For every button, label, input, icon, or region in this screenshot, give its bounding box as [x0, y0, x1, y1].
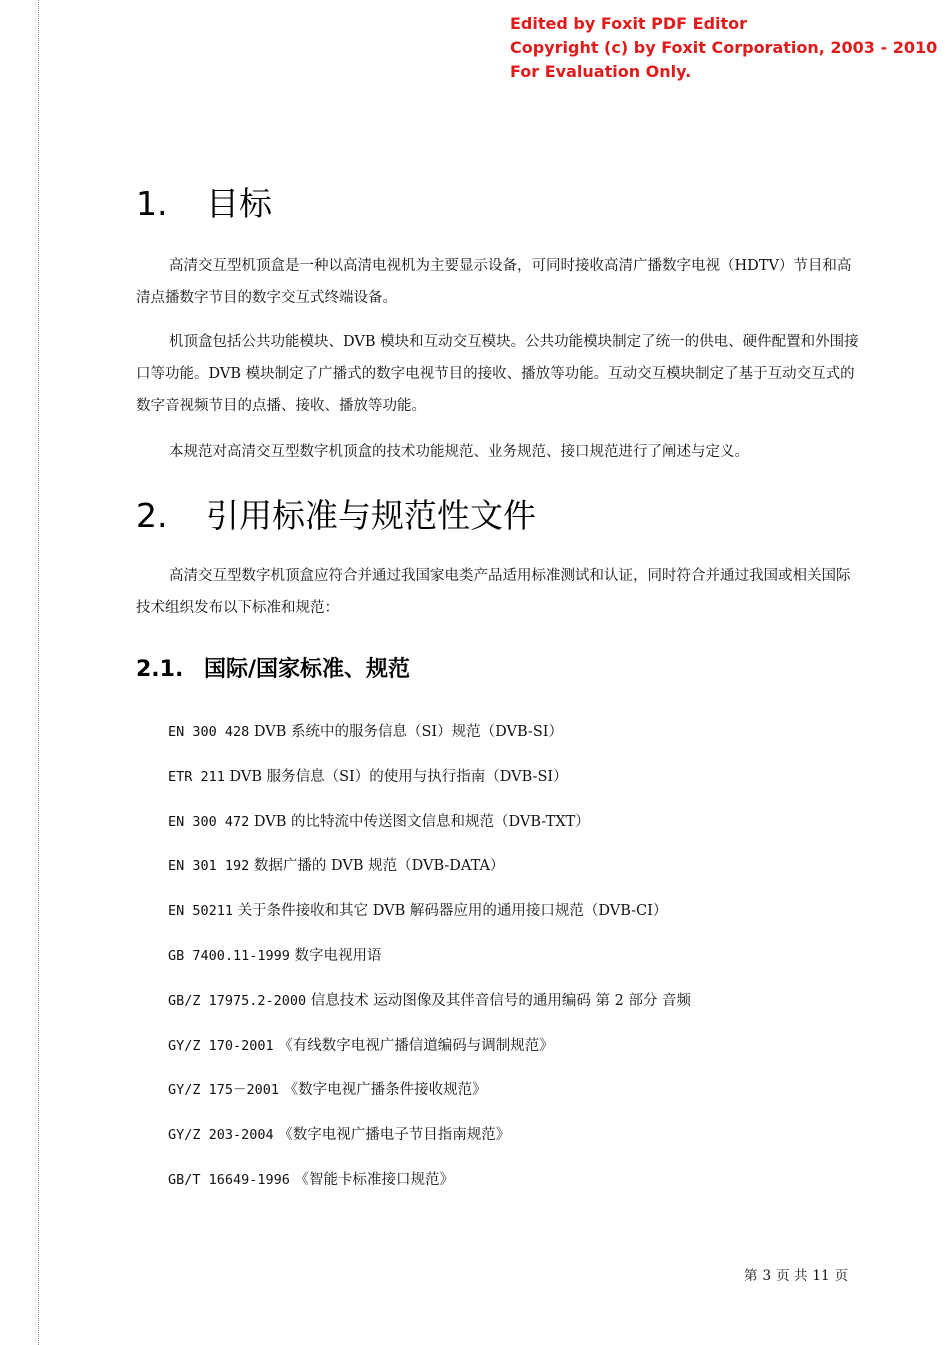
reference-item [168, 896, 858, 941]
section-1-paragraph-2: 机顶盒包括公共功能模块、DVB 模块和互动交互模块。公共功能模块制定了统一的供电、硬件配置和外围接口等功能。DVB 模块制定了广播式的数字电视节目的接收、播放等功能。互动交互模块制定了基于互动交互式的数字音视频节目的点播、接收、播放等功能。 [136, 334, 859, 414]
reference-item [168, 941, 858, 986]
section-2-title: 引用标准与规范性文件 [206, 496, 536, 535]
reference-code: GB/Z 17975.2-2000 [168, 992, 307, 1009]
section-1-paragraph-3: 本规范对高清交互型数字机顶盒的技术功能规范、业务规范、接口规范进行了阐述与定义。 [169, 444, 749, 460]
reference-code: ETR 211 [168, 768, 225, 785]
section-1-paragraph-1: 高清交互型机顶盒是一种以高清电视机为主要显示设备，可同时接收高清广播数字电视（HDTV）节目和高清点播数字节目的数字交互式终端设备。 [136, 258, 852, 306]
footer-page-prefix: 第 [744, 1268, 758, 1284]
reference-code: EN 300 472 [168, 813, 250, 830]
section-1-heading [136, 184, 272, 224]
footer-page-suffix: 页 [834, 1268, 849, 1284]
reference-title: 关于条件接收和其它 DVB 解码器应用的通用接口规范（DVB-CI） [237, 903, 668, 920]
reference-title: 数字电视用语 [294, 947, 382, 964]
reference-list [168, 717, 858, 1210]
reference-title: 信息技术 运动图像及其伴音信号的通用编码 第 2 部分 音频 [310, 992, 692, 1009]
reference-code: GY/Z 175－2001 [168, 1082, 280, 1099]
reference-title: 《数字电视广播条件接收规范》 [283, 1082, 487, 1099]
reference-item [168, 986, 858, 1031]
section-2-1-heading [136, 655, 410, 685]
reference-code: GY/Z 203-2004 [168, 1127, 274, 1144]
watermark-line-1: Edited by Foxit PDF Editor [510, 14, 748, 33]
footer-page-mid: 页 共 [776, 1268, 808, 1284]
reference-item [168, 807, 858, 852]
page-footer [744, 1266, 853, 1286]
reference-item [168, 1120, 858, 1165]
reference-item [168, 1165, 858, 1210]
reference-code: GB 7400.11-1999 [168, 947, 290, 964]
reference-item [168, 1075, 858, 1120]
section-2-number: 2. [136, 496, 168, 535]
footer-page-number: 3 [762, 1268, 772, 1284]
reference-code: GB/T 16649-1996 [168, 1171, 290, 1188]
reference-title: 《数字电视广播电子节目指南规范》 [278, 1127, 511, 1144]
evaluation-watermark [510, 12, 940, 84]
reference-item [168, 717, 858, 762]
reference-item [168, 1031, 858, 1076]
reference-code: GY/Z 170-2001 [168, 1037, 274, 1054]
reference-title: DVB 系统中的服务信息（SI）规范（DVB-SI） [253, 724, 563, 740]
section-1-title: 目标 [206, 184, 272, 223]
margin-rule [38, 0, 39, 1345]
reference-title: 《智能卡标准接口规范》 [294, 1171, 455, 1188]
reference-title: DVB 的比特流中传送图文信息和规范（DVB-TXT） [253, 813, 590, 830]
section-2-1-title: 国际/国家标准、规范 [204, 657, 411, 682]
section-2-paragraph: 高清交互型数字机顶盒应符合并通过我国家电类产品适用标准测试和认证，同时符合并通过我国或相关国际技术组织发布以下标准和规范： [136, 568, 851, 616]
reference-title: 数据广播的 DVB 规范（DVB-DATA） [253, 858, 505, 875]
reference-code: EN 300 428 [168, 724, 250, 740]
section-2-heading [136, 496, 536, 536]
watermark-line-3: For Evaluation Only. [510, 62, 692, 81]
reference-item [168, 762, 858, 807]
reference-item [168, 851, 858, 896]
section-2-1-number: 2.1. [136, 657, 184, 682]
reference-code: EN 301 192 [168, 858, 250, 875]
reference-title: DVB 服务信息（SI）的使用与执行指南（DVB-SI） [229, 768, 568, 785]
watermark-line-2: Copyright (c) by Foxit Corporation, 2003 - 2010 [510, 38, 938, 57]
reference-code: EN 50211 [168, 903, 234, 920]
footer-page-total: 11 [812, 1268, 830, 1284]
reference-title: 《有线数字电视广播信道编码与调制规范》 [278, 1037, 554, 1054]
section-1-number: 1. [136, 184, 168, 223]
